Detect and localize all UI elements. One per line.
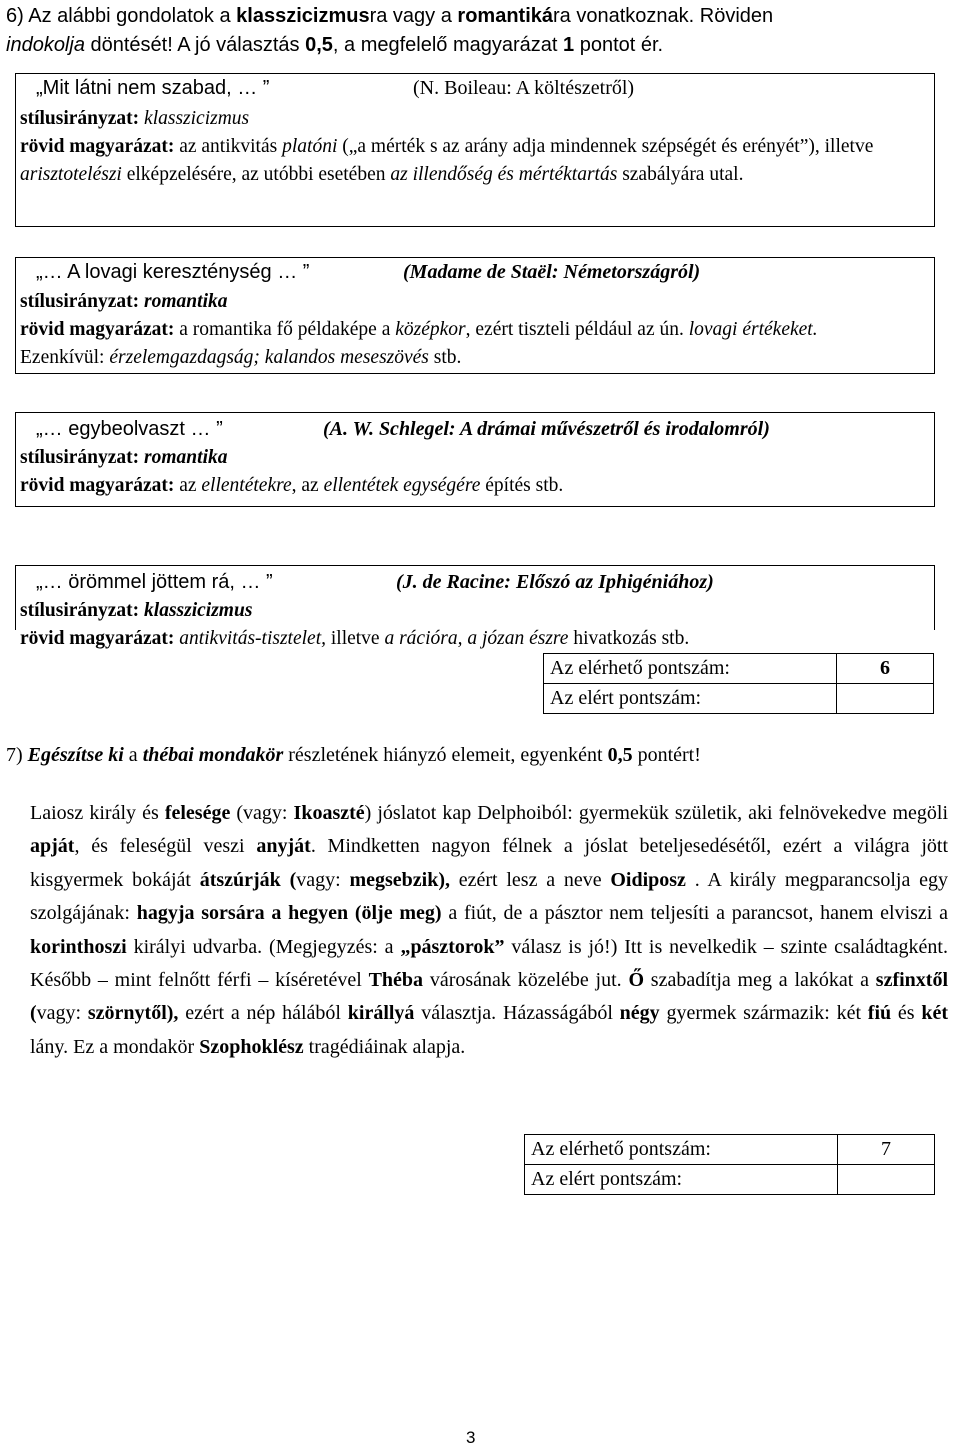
text-run: , az — [291, 475, 324, 496]
text-run: 7) — [6, 744, 28, 766]
text-run: ezért lesz a neve — [449, 868, 611, 891]
text-run: a rációra, a józan észre — [384, 628, 569, 649]
text-run: stb. — [428, 347, 462, 368]
text-run: részletének hiányzó elemeit, egyenként — [283, 744, 608, 766]
text-run: érzelemgazdagság; kalandos meseszövés — [109, 347, 429, 368]
score-max-label: Az elérhető pontszám: — [544, 654, 837, 684]
text-run: válasz is jó!) Itt is nevelkedik – szinte családtagként. Később – mint felnőtt férfi – kíséretével — [30, 935, 948, 992]
text-run: lány. Ez a mondakör — [30, 1035, 200, 1058]
explanation-label: rövid magyarázat: — [20, 136, 175, 157]
answer-box-2 — [15, 257, 935, 374]
text-run: korinthoszi — [30, 935, 127, 958]
q6-text-3: ra vonatkoznak. Röviden — [553, 5, 774, 27]
text-run: elképzelésére, az utóbbi esetében — [121, 164, 391, 185]
text-run: két — [921, 1002, 948, 1025]
quote-text: „… A lovagi kereszténység … ” — [36, 261, 310, 283]
text-run: . A király megparancsolja egy szolgájának: — [30, 868, 948, 925]
text-run: Théba — [368, 969, 424, 992]
text-run: hivatkozás stb. — [568, 628, 690, 649]
style-label: stílusirányzat: — [20, 291, 140, 312]
text-run: pontért! — [632, 744, 701, 766]
text-run: , ezért tiszteli például az ún. — [465, 319, 689, 340]
text-run: a fiút, de a pásztor nem teljesíti a parancsot, hanem elviszi a — [441, 902, 948, 925]
text-run: ) jóslatot kap Delphoiból: gyermekük születik, aki felnövekedve megöli — [364, 802, 949, 824]
explanation-label: rövid magyarázat: — [20, 319, 175, 340]
quote-text: „… egybeolvaszt … ” — [36, 418, 223, 440]
text-run: ezért a nép hálából — [178, 1002, 348, 1025]
question-7-instructions — [6, 742, 946, 768]
score-max-value: 7 — [838, 1135, 935, 1165]
q6-text-4: döntését! A jó választás — [84, 34, 306, 56]
text-run: építés stb. — [480, 475, 564, 496]
style-row — [20, 444, 934, 472]
q6-bold-points-expl: 1 — [563, 34, 575, 56]
score-got-value[interactable] — [838, 1165, 935, 1195]
text-run: Ő — [628, 969, 645, 992]
text-run: apját — [30, 835, 75, 858]
text-run: 0,5 — [607, 744, 633, 766]
score-got-label: Az elért pontszám: — [544, 684, 837, 714]
text-run: szfinxtől ( — [30, 969, 948, 1025]
text-run: tragédiáinak alapja. — [303, 1035, 466, 1058]
text-run: Ezenkívül: — [20, 347, 110, 368]
answer-box-3 — [15, 412, 935, 507]
text-run: átszúrják ( — [199, 868, 297, 891]
score-max-label: Az elérhető pontszám: — [525, 1135, 838, 1165]
text-run: platóni — [282, 136, 338, 157]
q6-text-5: , a megfelelő magyarázat — [332, 34, 564, 56]
explanation-label: rövid magyarázat: — [20, 475, 175, 496]
text-run: és — [891, 1002, 922, 1025]
score-row-max — [525, 1135, 935, 1165]
text-run: királlyá — [347, 1002, 415, 1025]
explanation-row — [20, 316, 934, 372]
text-run: Egészítse ki — [27, 744, 124, 766]
quote-source: (A. W. Schlegel: A drámai művészetről és irodalomról) — [323, 418, 770, 440]
quote-text: „Mit látni nem szabad, … ” — [36, 77, 270, 99]
text-run: , és feleségül veszi — [74, 835, 257, 858]
text-run: középkor — [395, 319, 466, 340]
text-run: . Mindketten nagyon félnek a jóslat beteljesedésétől, ezért a világra jött kisgyermek bokáját — [30, 835, 948, 891]
style-value: klasszicizmus — [144, 108, 250, 129]
score-table-q7 — [524, 1134, 935, 1195]
q6-bold-romantika: romantiká — [457, 5, 554, 27]
text-run: a — [123, 744, 143, 766]
score-got-label: Az elért pontszám: — [525, 1165, 838, 1195]
explanation-row — [20, 472, 934, 500]
question-6-instructions — [6, 2, 906, 60]
answer-box-1 — [15, 73, 935, 227]
text-run: antikvitás-tisztelet, — [179, 628, 326, 649]
text-run: „pásztorok” — [400, 935, 505, 958]
explanation-text — [174, 475, 563, 496]
answer-box-4 — [15, 565, 935, 649]
text-run: városának közelébe jut. — [423, 969, 629, 992]
text-run: illetve — [325, 628, 385, 649]
text-run: az — [174, 475, 202, 496]
style-label: stílusirányzat: — [20, 600, 140, 621]
text-run: ellentétekre — [201, 475, 292, 496]
score-table-q6 — [543, 653, 934, 714]
style-value: klasszicizmus — [144, 600, 253, 621]
text-run: fiú — [867, 1002, 892, 1025]
text-run: („a mérték s az arány adja mindennek szépségét és erényét”), illetve — [337, 136, 874, 157]
text-run: szabályára utal. — [617, 164, 744, 185]
score-row-got — [544, 684, 934, 714]
score-row-got — [525, 1165, 935, 1195]
explanation-row — [20, 625, 934, 653]
text-run: Szophoklész — [199, 1035, 304, 1058]
text-run: szörnytől), — [87, 1002, 179, 1025]
text-run: a romantika fő példaképe a — [174, 319, 396, 340]
style-row — [20, 105, 934, 133]
text-run: gyermek származik: két — [659, 1002, 868, 1025]
explanation-row — [20, 133, 934, 189]
q6-text-1: 6) Az alábbi gondolatok a — [6, 5, 237, 27]
style-row — [20, 288, 934, 316]
text-run: arisztotelészi — [20, 164, 122, 185]
style-row — [20, 597, 934, 625]
explanation-label: rövid magyarázat: — [20, 628, 175, 649]
quote-source: (J. de Racine: Előszó az Iphigéniához) — [396, 571, 714, 593]
q6-text-6: pontot ér. — [574, 34, 664, 56]
score-got-value[interactable] — [837, 684, 934, 714]
text-run: Ikoaszté — [293, 802, 365, 824]
text-run: vagy: — [36, 1002, 88, 1025]
page-number: 3 — [466, 1428, 476, 1447]
text-run: anyját — [256, 835, 311, 858]
text-run: ellentétek egységére — [323, 475, 481, 496]
style-label: stílusirányzat: — [20, 447, 140, 468]
explanation-text — [174, 628, 689, 649]
text-run: (vagy: — [230, 802, 294, 824]
text-run: megsebzik), — [349, 868, 450, 891]
text-run: szabadítja meg a lakókat a — [644, 969, 876, 992]
text-run: felesége — [164, 802, 231, 824]
style-label: stílusirányzat: — [20, 108, 140, 129]
style-value: romantika — [144, 447, 228, 468]
score-row-max — [544, 654, 934, 684]
theban-myth-paragraph — [30, 797, 948, 1064]
q6-italic-indokolja: indokolja — [6, 34, 85, 56]
score-max-value: 6 — [837, 654, 934, 684]
text-run: királyi udvarba. (Megjegyzés: a — [126, 935, 401, 958]
q6-bold-points-choice: 0,5 — [305, 34, 333, 56]
style-value: romantika — [144, 291, 228, 312]
text-run: lovagi értékeket. — [688, 319, 818, 340]
text-run: vagy: — [296, 868, 350, 891]
text-run: hagyja sorsára a hegyen (ölje meg) — [136, 902, 442, 925]
quote-source: (Madame de Staël: Németországról) — [403, 261, 701, 283]
text-run: Oidiposz — [610, 868, 686, 891]
text-run: thébai mondakör — [142, 744, 284, 766]
text-run: választja. Házasságából — [414, 1002, 620, 1025]
text-run: négy — [619, 1002, 660, 1025]
q6-text-2: ra vagy a — [369, 5, 458, 27]
text-run: Laiosz király és — [30, 802, 165, 824]
quote-source: (N. Boileau: A költészetről) — [413, 77, 635, 99]
quote-text: „… örömmel jöttem rá, … ” — [36, 571, 273, 593]
q6-bold-klasszicizmus: klasszicizmus — [236, 5, 370, 27]
text-run: az antikvitás — [174, 136, 283, 157]
text-run: az illendőség és mértéktartás — [390, 164, 618, 185]
